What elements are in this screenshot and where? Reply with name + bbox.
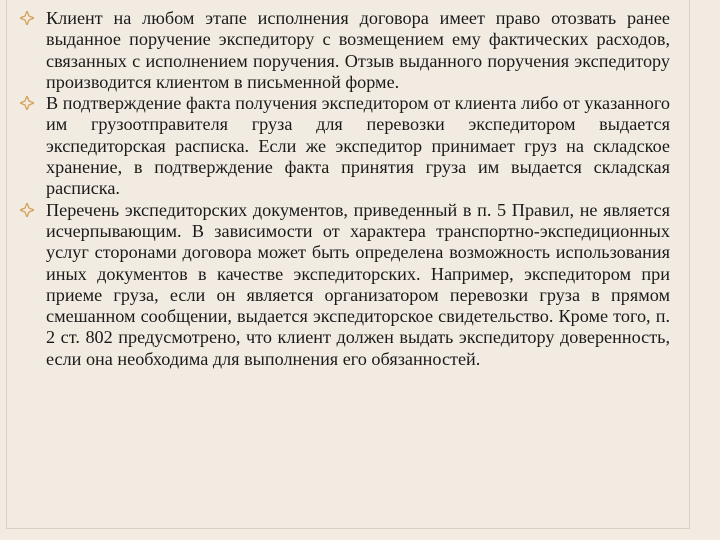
bullet-list [20,8,670,370]
diamond-star-icon [20,203,34,217]
bullet-text: Перечень экспедиторских документов, приведенный в п. 5 Правил, не является исчерпывающим. В зависимости от характера транспортно-экспедиционных услуг сторонами договора может быть определена возможность использования иных документов в качестве экспедиторских. Например, экспедитором при приеме груза, если он является организатором перевозки груза в прямом смешанном сообщении, выдается экспедиторское свидетельство. Кроме того, п. 2 ст. 802 предусмотрено, что клиент должен выдать экспедитору доверенность, если она необходима для выполнения его обязанностей. [46,199,670,369]
bullet-item-revocation [20,8,670,93]
diamond-star-icon [20,96,34,110]
bullet-text: В подтверждение факта получения экспедитором от клиента либо от указанного им грузоотправителя груза для перевозки экспедитором выдается экспедиторская расписка. Если же экспедитор принимает груз на складское хранение, в подтверждение факта принятия груза им выдается складская расписка. [46,93,670,199]
bullet-text: Клиент на любом этапе исполнения договора имеет право отозвать ранее выданное поручение экспедитору с возмещением ему фактических расходов, связанных с исполнением поручения. Отзыв выданного поручения экспедитору производится клиентом в письменной форме. [46,8,670,92]
diamond-star-icon [20,11,34,25]
bullet-item-receipt [20,93,670,199]
bullet-item-documents [20,200,670,370]
